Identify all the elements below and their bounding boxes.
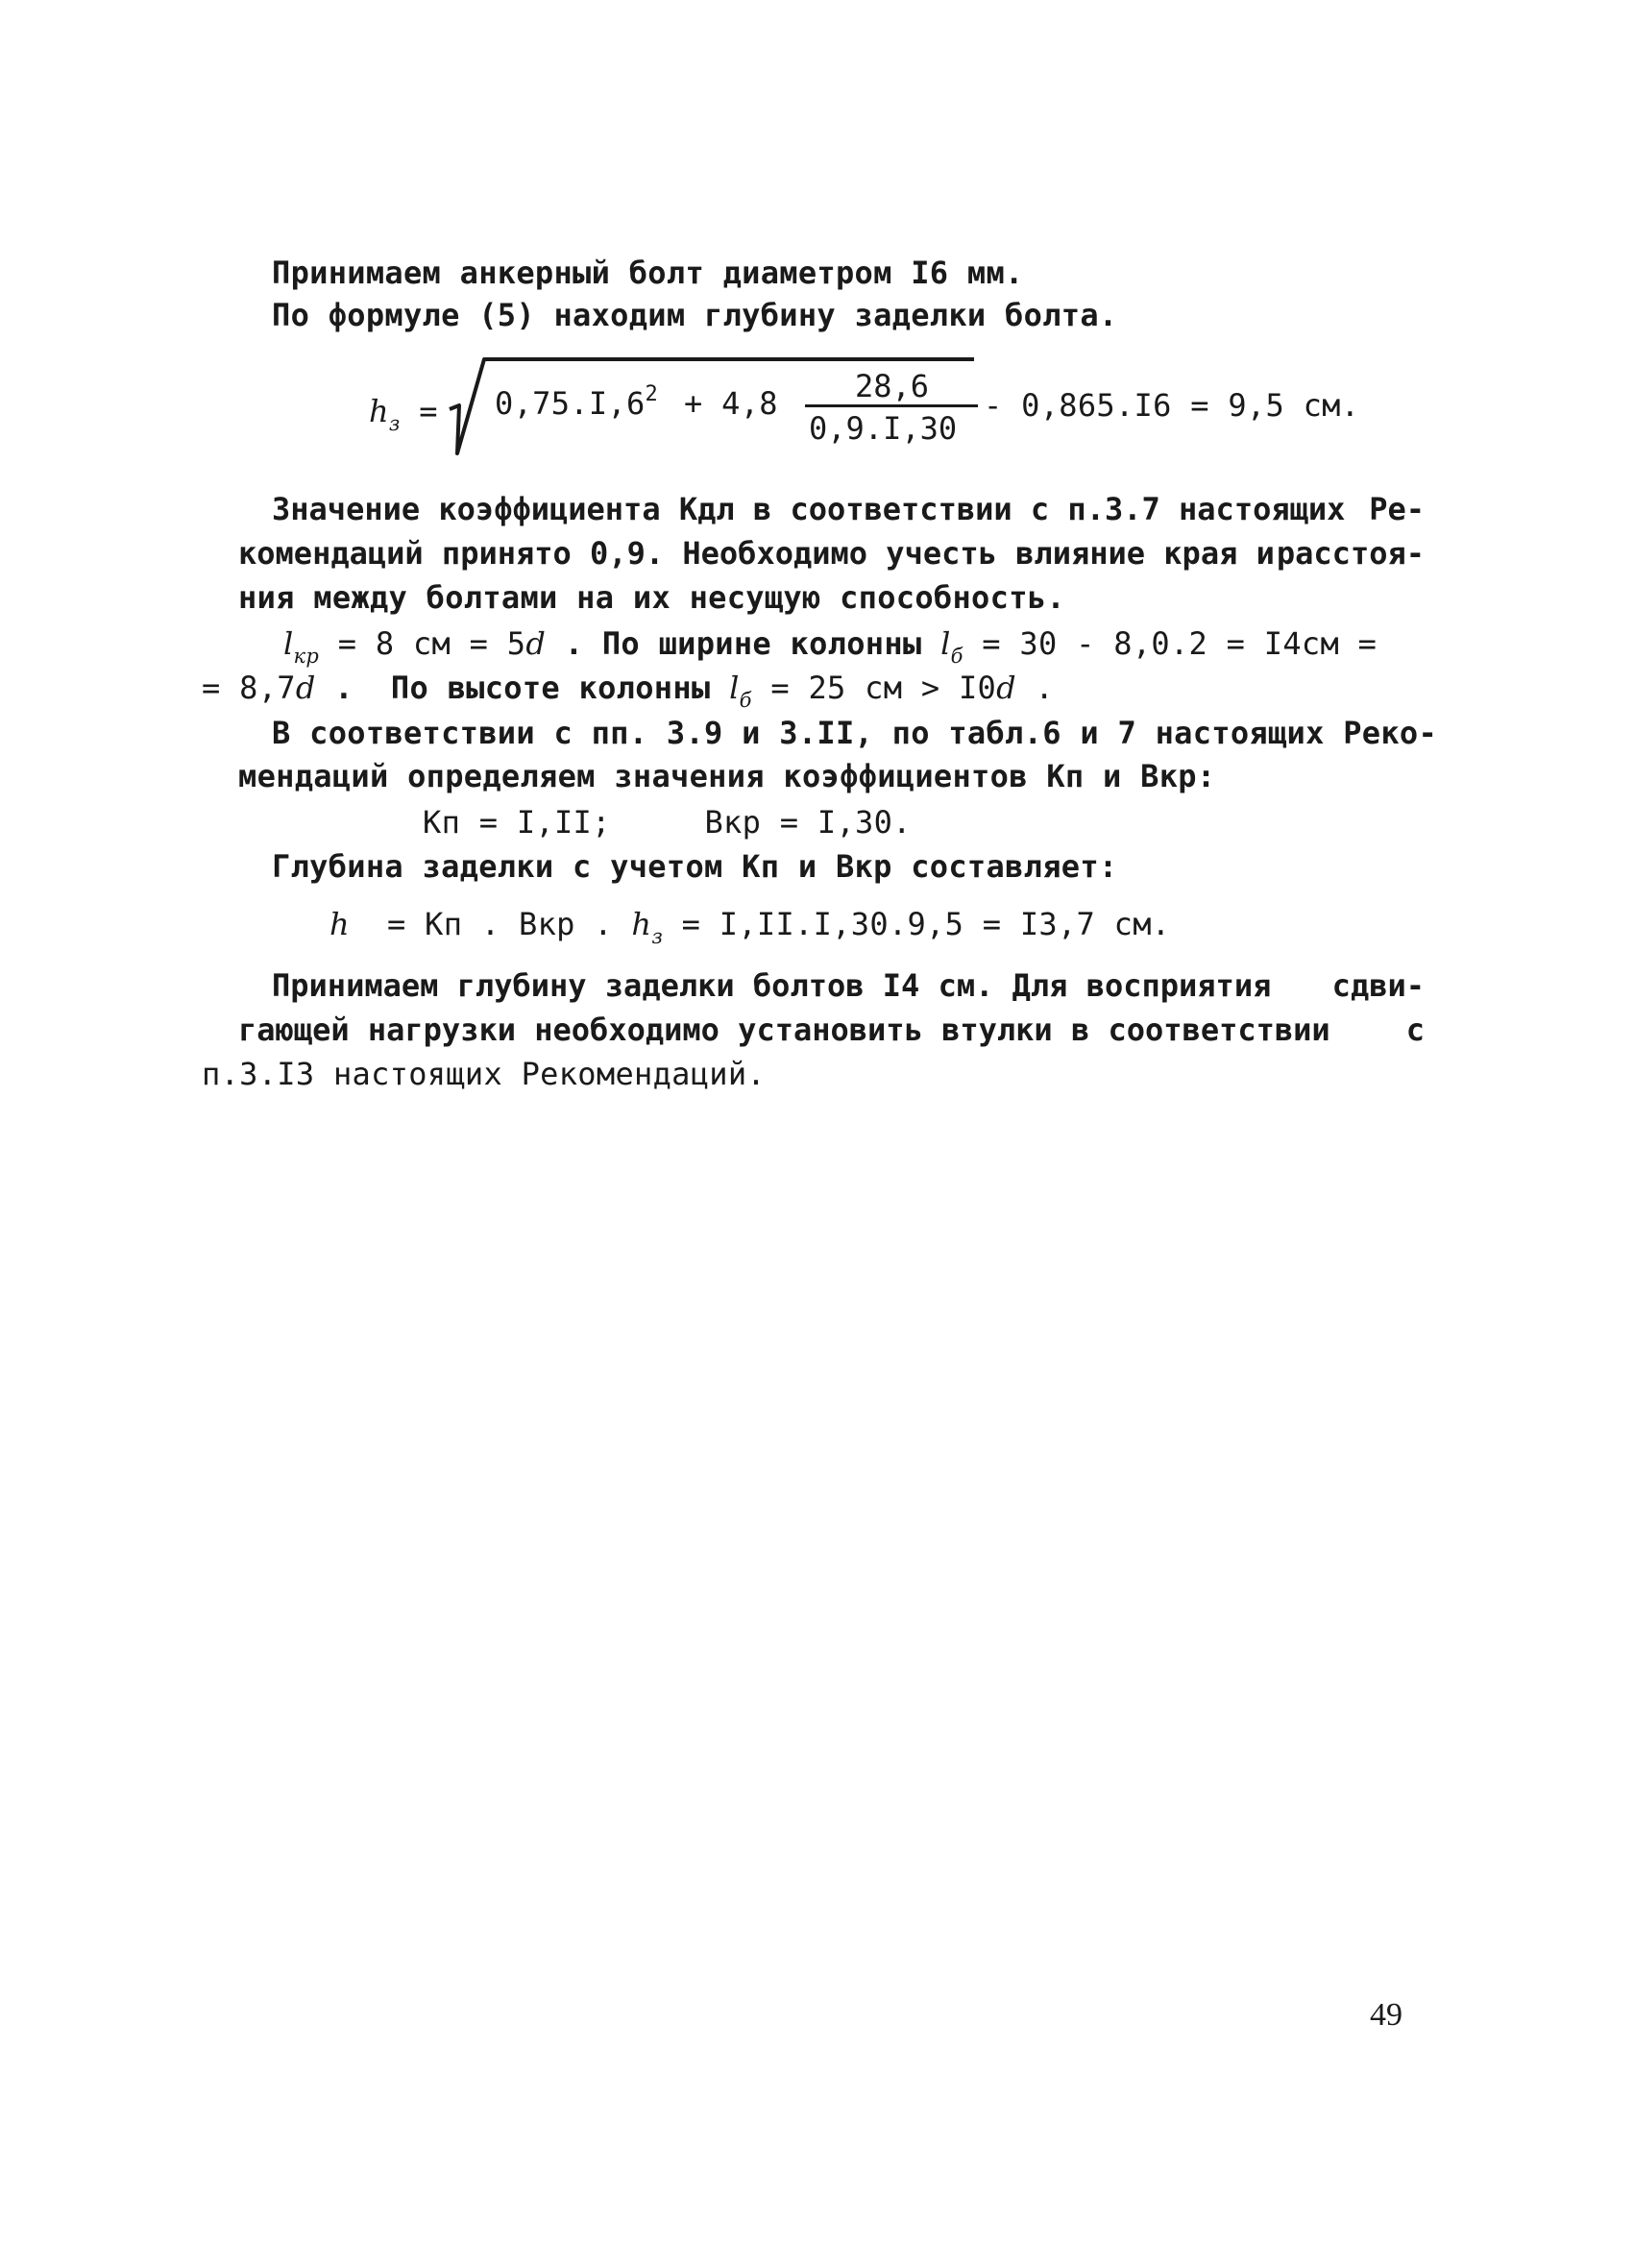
para2-text-3: = 30 - 8,0.2 = I4см = <box>963 625 1378 662</box>
intro-line-2: По формуле (5) находим глубину заделки болта. <box>272 297 1118 333</box>
para1-line-1 <box>272 490 1425 528</box>
para5-line-1 <box>272 966 1425 1005</box>
para3-line-3: Кп = I,II; Вкр = I,30. <box>423 804 912 841</box>
para2-line-2-start: = 8,7 <box>202 670 296 706</box>
formula-term2: + 4,8 <box>684 385 778 422</box>
para2-text-2: . По ширине колонны <box>546 625 941 662</box>
para2-l-b1: l <box>940 625 951 662</box>
para4-line-1: Глубина заделки с учетом Кп и Вкр составляет: <box>272 848 1118 885</box>
fraction-denominator: 0,9.I,30 <box>809 410 958 447</box>
para2-l-b2: l <box>729 670 740 706</box>
para1-line-1-b: Ре- <box>1369 491 1425 527</box>
para1-line-2-a: комендаций принято 0,9. Необходимо учесть влияние края и <box>238 535 1275 572</box>
formula-term1-exp: 2 <box>645 382 659 406</box>
para1-line-3: ния между болтами на их несущую способность. <box>238 579 1065 616</box>
para2-l-kp-sub: кр <box>293 645 320 668</box>
formula-final-depth <box>329 905 1170 947</box>
formula-term1 <box>495 384 658 427</box>
formula-lhs-sub: з <box>388 412 401 435</box>
para1-line-1-a: Значение коэффициента Кдл в соответствии с п.3.7 настоящих <box>272 491 1346 527</box>
formula-equals: = <box>419 393 438 429</box>
para2-line-2 <box>202 669 1054 711</box>
para2-l-kp: l <box>283 625 294 662</box>
para5-line-2-b: с <box>1405 1012 1425 1048</box>
para3-line-1: В соответствии с пп. 3.9 и 3.II, по табл.6 и 7 настоящих Реко- <box>272 715 1438 751</box>
para1-line-2 <box>238 534 1425 573</box>
para2-d2: d <box>295 670 316 706</box>
page-number: 49 <box>1370 1997 1402 2033</box>
formula-lhs <box>369 392 438 434</box>
para3-line-2: мендаций определяем значения коэффициентов Кп и Вкр: <box>238 758 1216 794</box>
para2-l-b2-sub: б <box>739 689 752 712</box>
para5-line-2-a: гающей нагрузки необходимо установить втулки в соответствии <box>238 1012 1330 1048</box>
para2-text-5: = 25 см > I0 <box>751 670 997 706</box>
formula2-mid: = Кп . Вкр . <box>349 906 632 942</box>
para5-line-2 <box>238 1011 1425 1049</box>
formula2-h: h <box>329 906 350 942</box>
para2-d1: d <box>525 625 547 662</box>
para2-line-1 <box>283 624 1377 667</box>
intro-line-1: Принимаем анкерный болт диаметром I6 мм. <box>272 255 1024 291</box>
formula2-tail: = I,II.I,30.9,5 = I3,7 см. <box>663 906 1171 942</box>
para2-text-1: = 8 см = 5 <box>337 625 526 662</box>
formula-tail: - 0,865.I6 = 9,5 см. <box>984 387 1360 424</box>
para5-line-1-b: сдви- <box>1331 967 1425 1004</box>
para1-line-2-b: расстоя- <box>1276 535 1425 572</box>
formula2-h-sub: з <box>651 925 664 948</box>
para2-text-6: . <box>1015 670 1055 706</box>
para2-d3: d <box>996 670 1016 706</box>
para5-line-3: п.3.I3 настоящих Рекомендаций. <box>202 1056 766 1092</box>
para2-l-b1-sub: б <box>950 645 963 668</box>
formula-term1-base: 0,75.I,6 <box>495 385 646 422</box>
fraction-numerator: 28,6 <box>855 368 930 404</box>
fraction-bar <box>805 404 978 407</box>
formula2-h-anchor: h <box>631 906 652 942</box>
para5-line-1-a: Принимаем глубину заделки болтов I4 см. Для восприятия <box>272 967 1272 1004</box>
para2-text-4: . По высоте колонны <box>315 670 730 706</box>
formula-lhs-h: h <box>369 393 389 429</box>
